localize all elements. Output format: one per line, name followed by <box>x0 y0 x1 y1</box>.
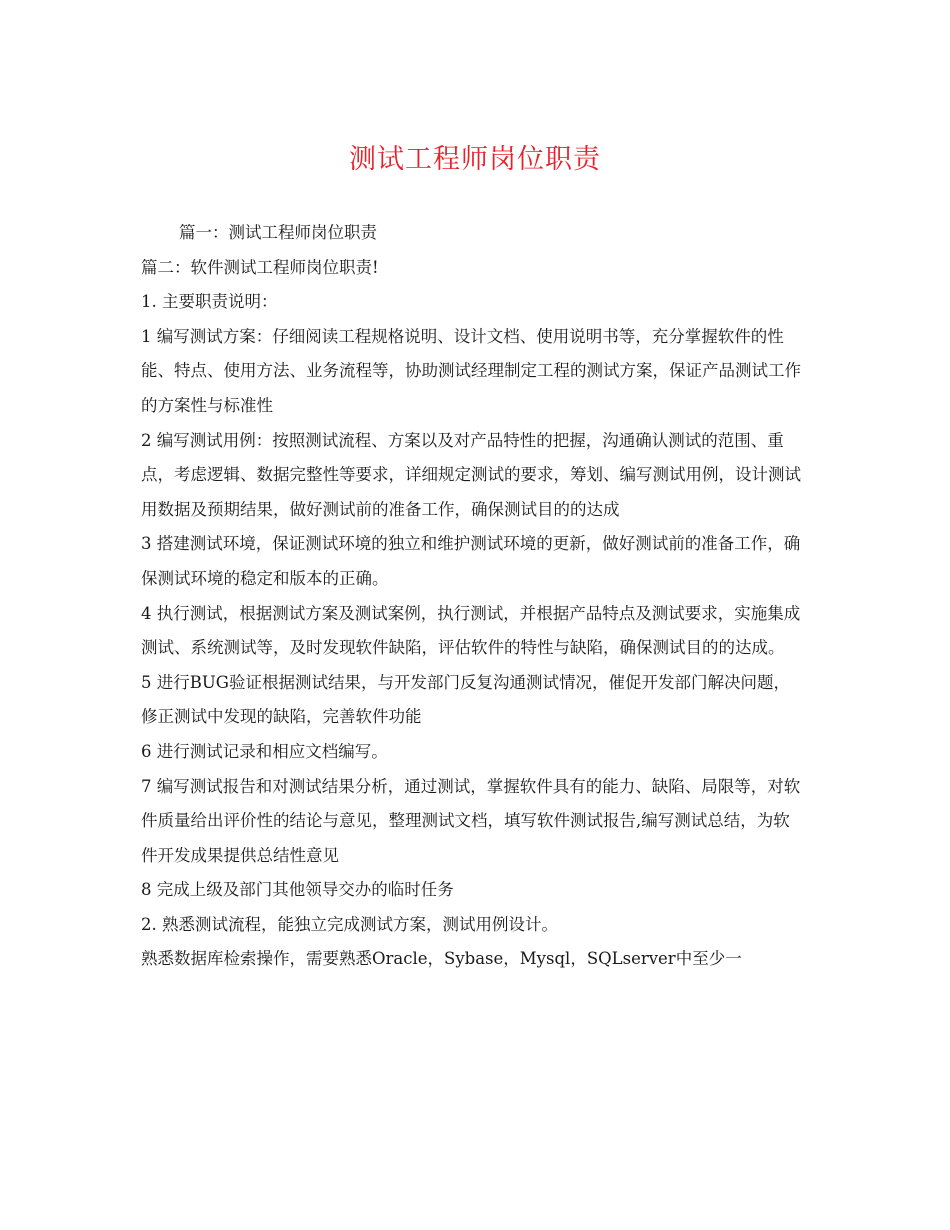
paragraph-database-requirement: 熟悉数据库检索操作，需要熟悉Oracle，Sybase，Mysql，SQLserver中至少一 <box>141 949 742 969</box>
paragraph-duty-2: 2 编写测试用例：按照测试流程、方案以及对产品特性的把握，沟通确认测试的范围、重点，考虑逻辑、数据完整性等要求，详细规定测试的要求，筹划、编写测试用例，设计测试用数据及预期结果，做好测试前的准备工作，确保测试目的的达成 <box>141 430 801 519</box>
paragraph-section-2-heading: 2. 熟悉测试流程，能独立完成测试方案，测试用例设计。 <box>141 914 558 934</box>
paragraph-part-one: 篇一：测试工程师岗位职责 <box>179 223 377 242</box>
paragraph-duty-6: 6 进行测试记录和相应文档编写。 <box>141 741 388 761</box>
paragraph-duty-1: 1 编写测试方案：仔细阅读工程规格说明、设计文档、使用说明书等，充分掌握软件的性能、特点、使用方法、业务流程等，协助测试经理制定工程的测试方案，保证产品测试工作的方案性与标准性 <box>141 326 801 415</box>
paragraph-part-two: 篇二：软件测试工程师岗位职责! <box>141 257 379 277</box>
paragraph-duty-3: 3 搭建测试环境，保证测试环境的独立和维护测试环境的更新，做好测试前的准备工作，确保测试环境的稳定和版本的正确。 <box>141 534 801 588</box>
page-title: 测试工程师岗位职责 <box>349 144 601 175</box>
paragraph-duty-5: 5 进行BUG验证根据测试结果，与开发部门反复沟通测试情况，催促开发部门解决问题，修正测试中发现的缺陷，完善软件功能 <box>141 672 790 727</box>
paragraph-duty-8: 8 完成上级及部门其他领导交办的临时任务 <box>141 880 454 900</box>
paragraph-duty-7: 7 编写测试报告和对测试结果分析，通过测试，掌握软件具有的能力、缺陷、局限等，对软件质量给出评价性的结论与意见，整理测试文档，填写软件测试报告,编写测试总结，为软件开发成果提供总结性意见 <box>141 776 801 865</box>
document-body <box>141 216 805 977</box>
paragraph-duty-4: 4 执行测试，根据测试方案及测试案例，执行测试，并根据产品特点及测试要求，实施集成测试、系统测试等，及时发现软件缺陷，评估软件的特性与缺陷，确保测试目的的达成。 <box>141 603 801 658</box>
paragraph-section-1-heading: 1. 主要职责说明： <box>141 292 278 312</box>
